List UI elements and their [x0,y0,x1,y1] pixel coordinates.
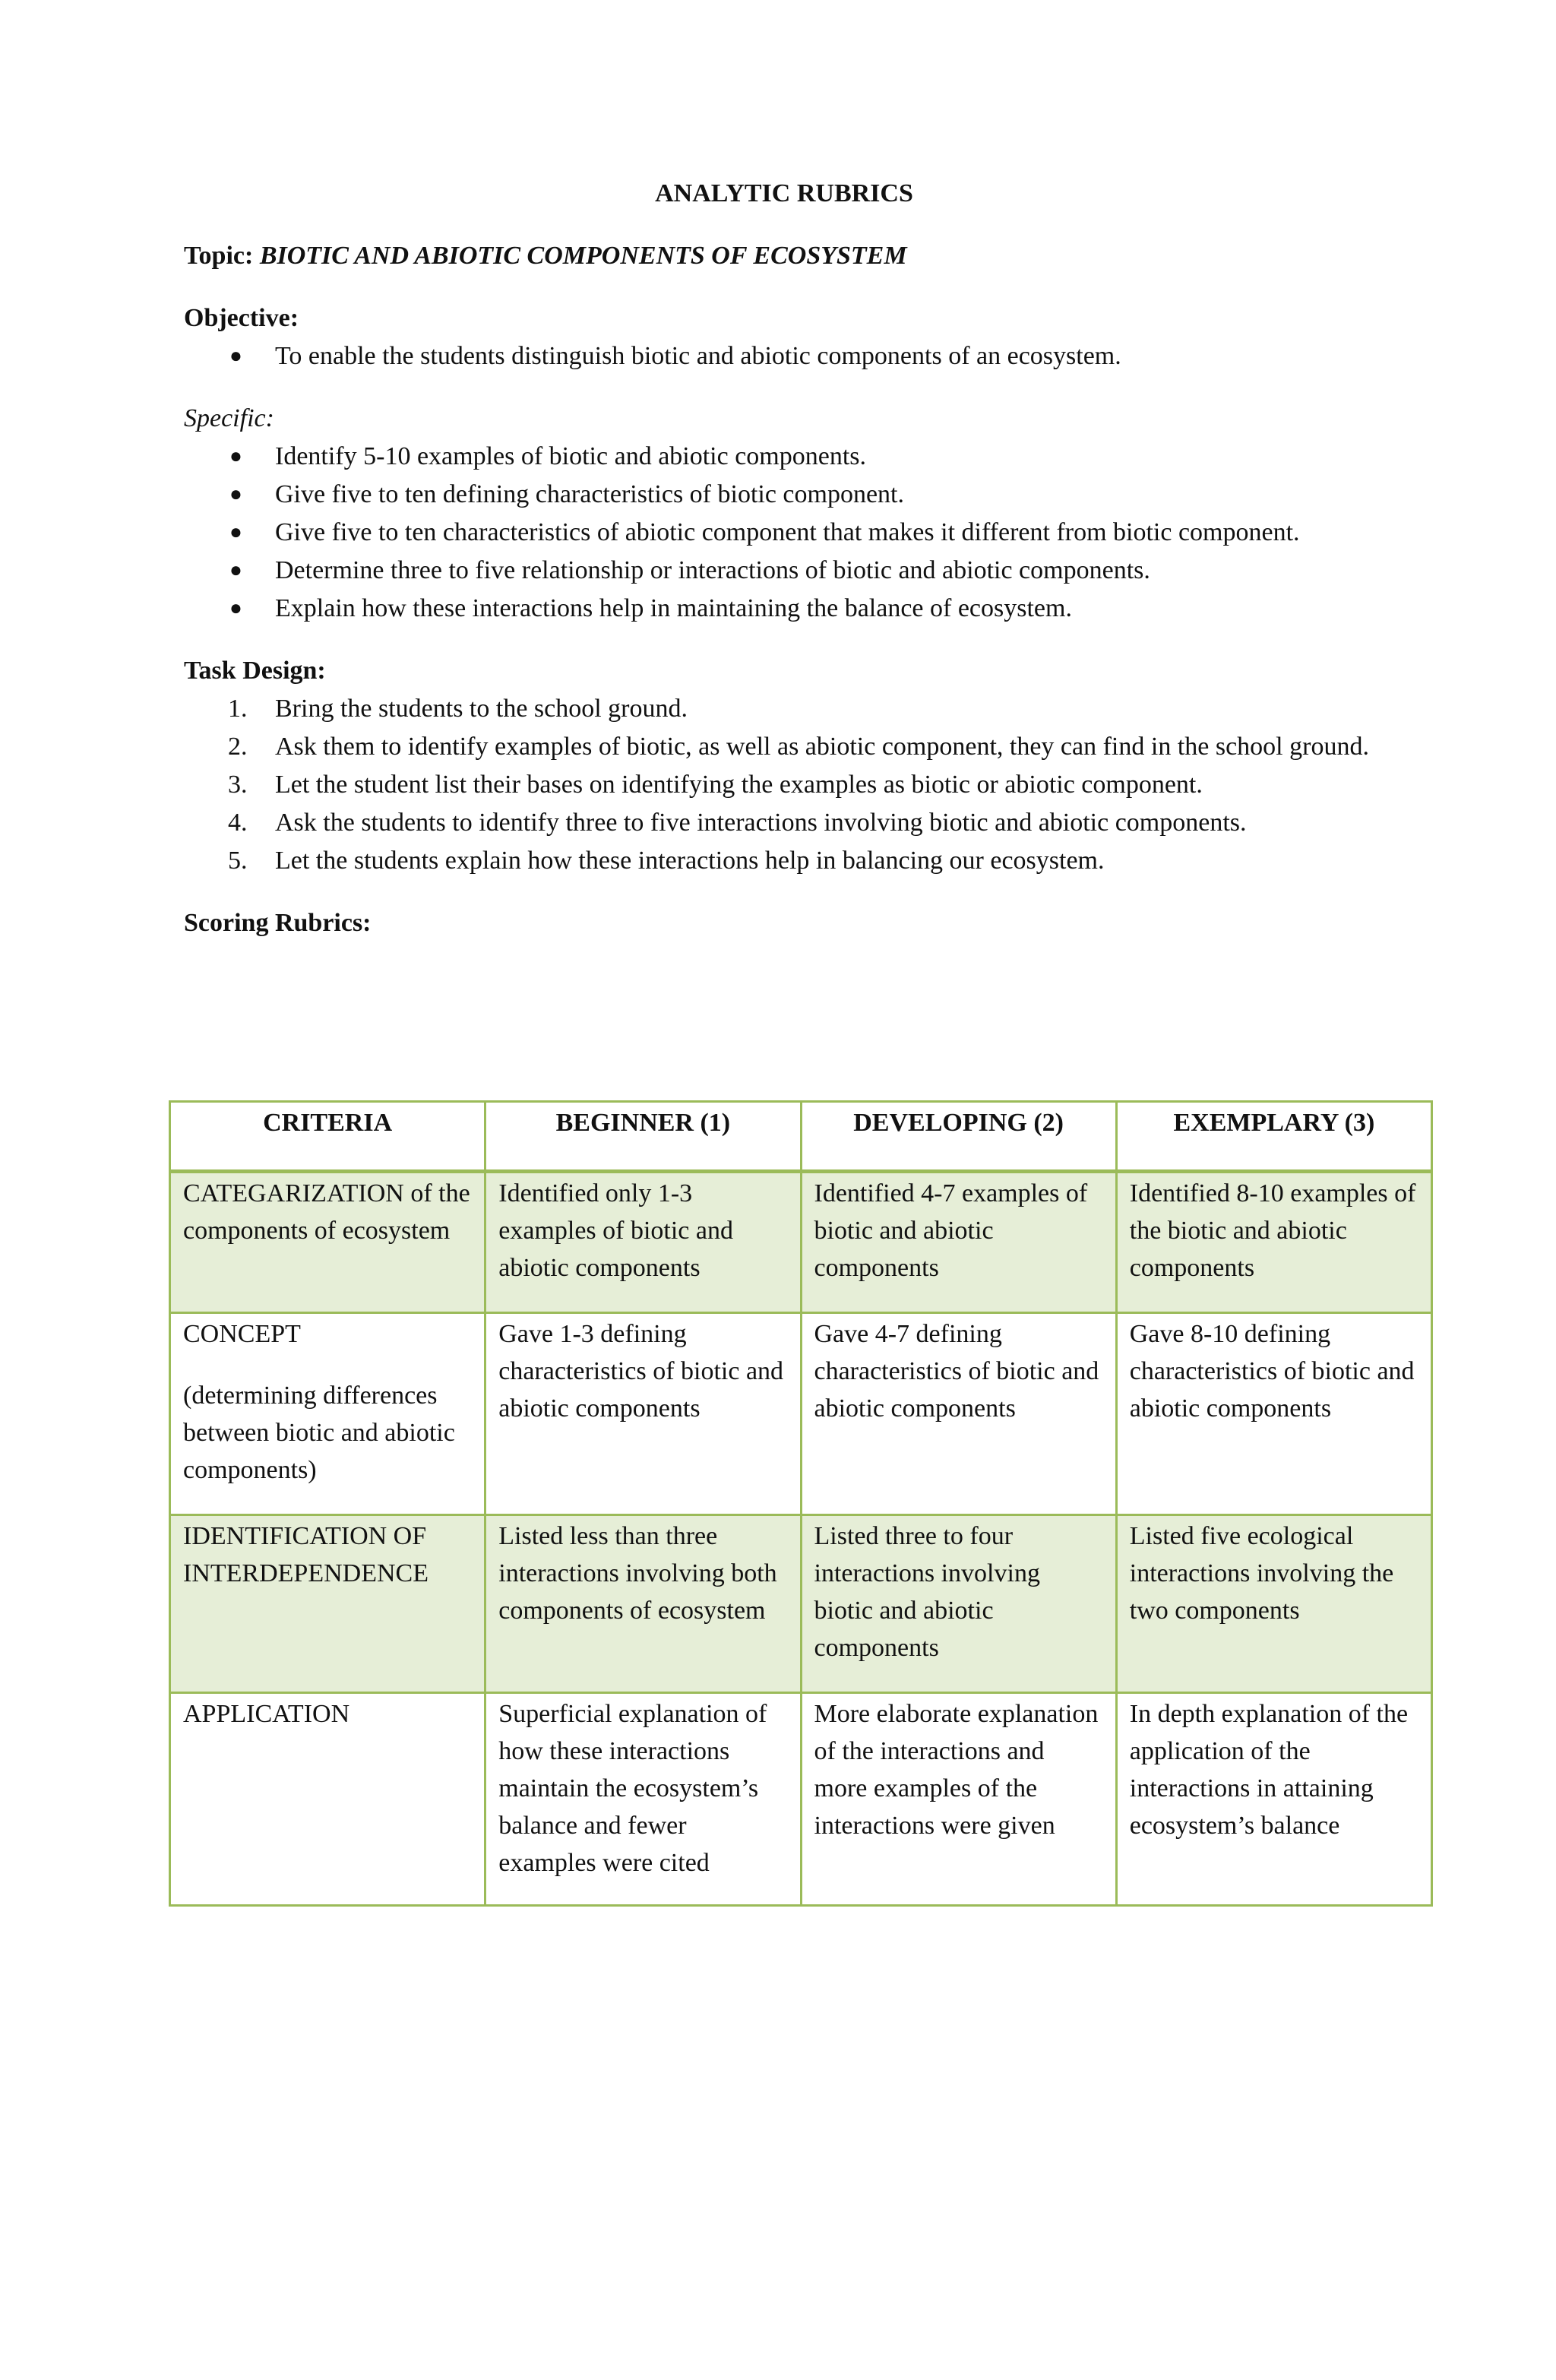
developing-cell [801,1515,1116,1693]
bullet-icon: ● [229,344,242,368]
table-row [170,1693,1432,1906]
specific-item [184,590,1445,628]
criteria-text: IDENTIFICATION OF INTERDEPENDENCE [183,1522,429,1587]
bullet-icon: ● [229,445,242,468]
developing-cell [801,1172,1116,1313]
task-item [184,728,1445,766]
header-criteria: CRITERIA [170,1102,485,1172]
header-exemplary: EXEMPLARY (3) [1116,1102,1431,1172]
exemplary-cell [1116,1693,1431,1906]
table-row [170,1515,1432,1693]
document-title: ANALYTIC RUBRICS [655,179,913,207]
topic-label: Topic: [184,242,254,270]
beginner-cell [485,1515,801,1693]
bullet-icon: ● [229,483,242,506]
objective-item-text: To enable the students distinguish biotic and abiotic components of an ecosystem. [275,342,1121,370]
developing-text: More elaborate explanation of the interactions and more examples of the interactions were given [814,1700,1099,1840]
criteria-text: CONCEPT [183,1320,301,1348]
exemplary-text: Gave 8-10 defining characteristics of biotic and abiotic components [1129,1320,1415,1423]
bullet-icon: ● [229,559,242,582]
header-developing: DEVELOPING (2) [801,1102,1116,1172]
task-design-list [184,690,1434,880]
objective-heading: Objective: [184,304,299,332]
document-page [184,175,1434,942]
beginner-cell [485,1313,801,1515]
bullet-icon: ● [229,597,242,620]
specific-item [184,552,1445,590]
beginner-text: Identified only 1-3 examples of biotic and abiotic components [498,1179,733,1282]
specific-heading: Specific: [184,404,274,432]
criteria-text: APPLICATION [183,1700,350,1728]
task-design-heading: Task Design: [184,657,326,685]
task-item [184,690,1445,728]
table-row [170,1313,1432,1515]
objective-list [184,337,1434,375]
specific-item-text: Identify 5-10 examples of biotic and abiotic components. [275,442,867,470]
task-number: 3. [228,771,248,799]
developing-text: Listed three to four interactions involving biotic and abiotic components [814,1522,1040,1662]
scoring-rubrics-heading: Scoring Rubrics: [184,909,372,937]
task-text: Ask the students to identify three to five interactions involving biotic and abiotic components. [275,809,1247,837]
beginner-text: Gave 1-3 defining characteristics of biotic and abiotic components [498,1320,784,1423]
developing-text: Gave 4-7 defining characteristics of biotic and abiotic components [814,1320,1099,1423]
task-number: 4. [228,809,248,837]
task-item [184,842,1445,880]
objective-item [184,337,1445,375]
specific-item-text: Explain how these interactions help in maintaining the balance of ecosystem. [275,594,1072,622]
scoring-rubric-table [169,1100,1433,1907]
header-beginner: BEGINNER (1) [485,1102,801,1172]
specific-item-text: Give five to ten characteristics of abiotic component that makes it different from biotic component. [275,518,1300,546]
table-row [170,1172,1432,1313]
specific-item-text: Determine three to five relationship or interactions of biotic and abiotic components. [275,556,1150,584]
exemplary-text: In depth explanation of the application of the interactions in attaining ecosystem’s balance [1129,1700,1409,1840]
exemplary-cell [1116,1515,1431,1693]
criteria-cell [170,1313,485,1515]
specific-item [184,514,1445,552]
specific-item-text: Give five to ten defining characteristics of biotic component. [275,480,905,508]
exemplary-text: Identified 8-10 examples of the biotic and abiotic components [1129,1179,1416,1282]
specific-item [184,476,1445,514]
beginner-cell [485,1172,801,1313]
exemplary-cell [1116,1313,1431,1515]
specific-list [184,438,1434,628]
topic-value: BIOTIC AND ABIOTIC COMPONENTS OF ECOSYSTEM [259,242,907,270]
task-text: Bring the students to the school ground. [275,695,688,723]
beginner-text: Listed less than three interactions involving both components of ecosystem [498,1522,777,1625]
topic-line [184,237,1434,275]
exemplary-text: Listed five ecological interactions involving the two components [1129,1522,1394,1625]
criteria-cell [170,1515,485,1693]
task-text: Ask them to identify examples of biotic, as well as abiotic component, they can find in the school ground. [275,733,1369,761]
task-text: Let the students explain how these interactions help in balancing our ecosystem. [275,847,1105,875]
task-text: Let the student list their bases on identifying the examples as biotic or abiotic component. [275,771,1203,799]
bullet-icon: ● [229,521,242,544]
task-item [184,766,1445,804]
beginner-cell [485,1693,801,1906]
task-number: 5. [228,847,248,875]
developing-cell [801,1313,1116,1515]
table-header-row [170,1102,1432,1172]
task-number: 1. [228,695,248,723]
task-number: 2. [228,733,248,761]
developing-cell [801,1693,1116,1906]
criteria-subtext: (determining differences between biotic and abiotic components) [183,1381,455,1484]
criteria-cell [170,1172,485,1313]
beginner-text: Superficial explanation of how these interactions maintain the ecosystem’s balance and fewer examples were cited [498,1700,767,1877]
specific-item [184,438,1445,476]
exemplary-cell [1116,1172,1431,1313]
task-item [184,804,1445,842]
criteria-text: CATEGARIZATION of the components of ecosystem [183,1179,470,1245]
criteria-cell [170,1693,485,1906]
developing-text: Identified 4-7 examples of biotic and abiotic components [814,1179,1088,1282]
